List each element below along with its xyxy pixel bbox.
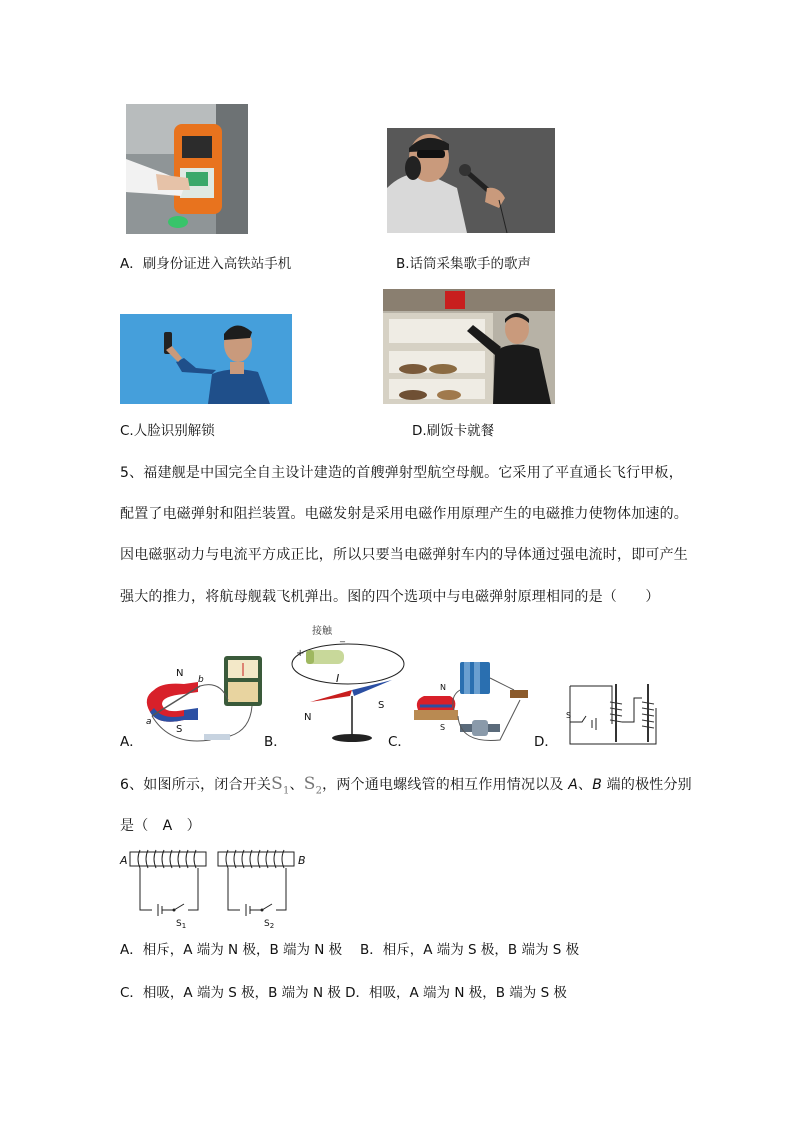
q5-fig-a-s-pole: S xyxy=(176,724,183,735)
q5-fig-b-s-pole: S xyxy=(378,700,385,711)
q5-figure-b xyxy=(288,620,406,746)
q5-figure-a xyxy=(140,650,272,748)
photo-meal-card xyxy=(383,289,555,404)
photo-id-card-gate xyxy=(126,104,248,234)
q5-fig-b-current: I xyxy=(336,672,340,685)
q6-fig-a-label: A xyxy=(120,854,128,867)
q6-b-end: B xyxy=(592,777,603,793)
q6-line1-part1: 6、如图所示，闭合开关 xyxy=(120,777,272,793)
q6-line-2: 是（ A ） xyxy=(120,818,201,834)
q5-label-c: C． xyxy=(388,734,411,750)
q6-fig-b-label: B xyxy=(298,854,306,867)
q5-fig-b-minus: _ xyxy=(340,632,345,643)
q6-fig-s1: $S_1$ xyxy=(176,919,187,930)
q6-options-ab: A．相斥，A 端为 N 极，B 端为 N 极 B．相斥，A 端为 S 极，B 端为 S 极 xyxy=(120,942,580,958)
q5-line-1: 5、福建舰是中国完全自主设计建造的首艘弹射型航空母舰。它采用了平直通长飞行甲板， xyxy=(120,465,683,481)
q4-option-b: B.话筒采集歌手的歌声 xyxy=(396,256,532,272)
q6-a-end: A xyxy=(568,777,578,793)
q5-fig-b-contact: 接触 xyxy=(312,626,332,637)
q5-fig-d-switch: S xyxy=(566,711,572,720)
q6-switch-s2: $S_2$ xyxy=(303,774,323,797)
q5-fig-c-n-pole: N xyxy=(440,683,446,692)
q5-line-4: 强大的推力，将航母舰载飞机弹出。图的四个选项中与电磁弹射原理相同的是（ ） xyxy=(120,589,660,605)
q5-fig-b-plus: + xyxy=(296,648,305,659)
q5-line-2: 配置了电磁弹射和阻拦装置。电磁发射是采用电磁作用原理产生的电磁推力使物体加速的。 xyxy=(120,506,688,522)
q5-label-b: B． xyxy=(264,734,287,750)
q5-label-d: D． xyxy=(534,734,558,750)
q6-options-cd: C．相吸，A 端为 S 极，B 端为 N 极 D．相吸，A 端为 N 极，B 端为 S 极 xyxy=(120,985,567,1001)
q5-fig-a-a-end: a xyxy=(146,717,152,727)
q5-label-a: A． xyxy=(120,734,143,750)
q4-option-d: D.刷饭卡就餐 xyxy=(412,423,495,439)
q6-line-1: 6、如图所示，闭合开关$S_1$、$S_2$，两个通电螺线管的相互作用情况以及 A、B 端的极性分别 xyxy=(120,774,692,797)
q5-fig-a-b-end: b xyxy=(198,675,204,685)
q6-fig-s2: $S_2$ xyxy=(264,919,275,930)
q5-fig-c-s-pole: S xyxy=(440,723,446,732)
photo-singer-microphone xyxy=(387,128,555,233)
q5-fig-a-n-pole: N xyxy=(176,668,184,679)
q4-option-c: C.人脸识别解锁 xyxy=(120,423,215,439)
q6-figure-solenoids xyxy=(118,846,310,930)
q5-fig-b-n-pole: N xyxy=(304,712,312,723)
q5-figure-c xyxy=(410,660,534,746)
q6-switch-s1: $S_1$ xyxy=(271,774,290,797)
q5-line-3: 因电磁驱动力与电流平方成正比，所以只要当电磁弹射车内的导体通过强电流时，即可产生 xyxy=(120,547,688,563)
q4-option-a: A．刷身份证进入高铁站手机 xyxy=(120,256,292,272)
q5-figure-d xyxy=(556,678,666,746)
photo-face-recognition xyxy=(120,314,292,404)
